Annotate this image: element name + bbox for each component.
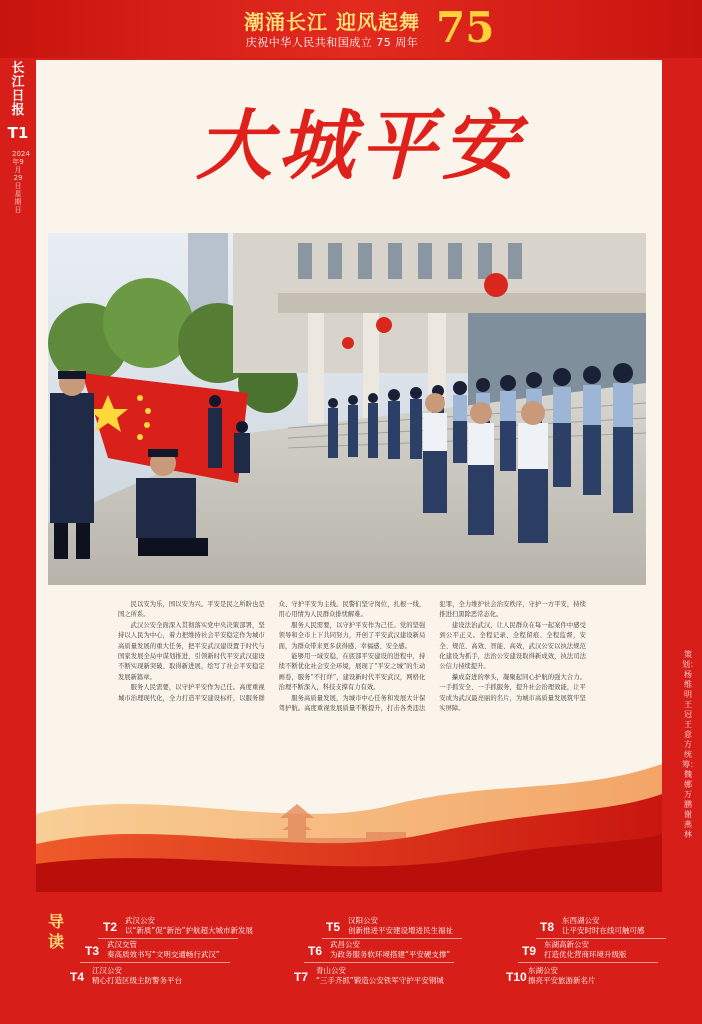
toc-section: 青山公安 [316, 966, 346, 975]
article-paragraph: 服务人民需要，以守护平安作为己任。高度重视城市治理现代化，全力打造平安建设标杆，以服务群众、守护平安为主线。民警们坚守岗位，扎根一线，用心用情为人民群众排忧解难。 [118, 601, 426, 702]
toc-item-t10[interactable] [506, 966, 676, 996]
toc-page-number: T10 [506, 970, 527, 984]
top-banner [0, 0, 702, 58]
toc-page-number: T5 [326, 920, 341, 934]
article-paragraph: 武汉公安全面深入贯彻落实党中央决策部署，坚持以人民为中心，着力把维持社会平安稳定作为城市高质量发展的重大任务，把平安武汉建设置于时代与国家发展全局中谋划推进，引领新时代平安武汉建设不断实现新突破、取得新进展，绘写了社会平安稳定发展新篇章。 [118, 621, 265, 681]
article-paragraph: 民以安为乐，国以安为兴。平安是民之所盼也是国之所系。 [118, 601, 265, 619]
toc-headline: 擦亮平安旅游新名片 [528, 976, 596, 985]
toc-divider [80, 962, 230, 963]
article-paragraph: 建设法治武汉，让人民群众在每一起案件中感受到公平正义。全程记录、全程留痕、全程监督，安全、规范、高效、智能、高效，武汉公安以执法规范化建设为抓手，法治公安建设取得新成效，执法司法公信力持续提升。 [439, 621, 586, 671]
toc-divider [518, 962, 658, 963]
toc-page-number: T6 [308, 944, 323, 958]
toc-divider [322, 938, 462, 939]
page-headline: 大城平安 [196, 101, 524, 190]
article-paragraph: 服务高质量发展，为城市中心任务和发展大计保驾护航。高度重视发展质量不断提升，打击各类违法犯罪，全力维护社会治安秩序，守护一方平安，持续推进扫黑除恶常态化。 [278, 601, 586, 713]
toc-section: 江汉公安 [92, 966, 122, 975]
wave-illustration [36, 744, 662, 892]
photo-illustration [48, 233, 646, 585]
banner-title: 潮涌长江 迎风起舞 [244, 10, 420, 34]
toc-section: 汉阳公安 [348, 916, 378, 925]
flag-ceremony-photo [48, 233, 646, 585]
guide-section [0, 898, 702, 1024]
toc-headline: 以“新质”促“新治”护航超大城市新发展 [125, 926, 254, 935]
article-paragraph: 攥成奋进的拳头，凝聚起同心护航的强大合力。一手抓安全、一手抓服务，提升社会治理效能，让平安成为武汉最亮丽的名片，为城市高质量发展筑牢坚实屏障。 [439, 673, 586, 713]
banner-subtitle: 庆祝中华人民共和国成立 75 周年 [245, 36, 419, 49]
toc-headline: 精心打造区级主防警务平台 [92, 976, 182, 985]
toc-item-t4[interactable] [70, 966, 240, 996]
toc-section: 东西湖公安 [562, 916, 600, 925]
article-paragraph: 能够用一域安稳，在底部平安建设的进程中，持续不断优化社会安全环境，展现了“平安之城”的生动画卷，服务“不打烊”，建设新时代平安武汉，网格化治理不断深入，科技支撑有力有效。 [278, 653, 426, 692]
toc-page-number: T2 [103, 920, 118, 934]
toc-page-number: T7 [294, 970, 309, 984]
guide-label: 导读 [47, 912, 64, 951]
toc-headline: 创新推进平安建设增进民生福祉 [348, 926, 453, 935]
toc-section: 武汉交管 [107, 940, 137, 949]
newspaper-masthead-logo: 长江日报 [11, 61, 25, 118]
toc-page-number: T8 [540, 920, 555, 934]
toc-headline: 打造优化营商环境升级版 [544, 950, 627, 959]
toc-section: 东湖公安 [528, 966, 558, 975]
toc-page-number: T9 [522, 944, 537, 958]
article-paragraph: 服务人民需要，以守护平安作为己任。党的坚强领导和全市上下共同努力，开创了平安武汉建设新局面，为群众带来更多获得感、幸福感、安全感。 [278, 621, 426, 650]
decorative-waves [36, 744, 662, 892]
toc-page-number: T3 [85, 944, 100, 958]
toc-divider [98, 938, 238, 939]
toc-divider [536, 938, 666, 939]
toc-headline: “三手齐抓”锻造公安铁军守护平安钢城 [316, 976, 444, 985]
edition-column [0, 58, 36, 898]
toc-section: 武昌公安 [330, 940, 360, 949]
toc-headline: 为政务服务软环境搭建“平安硬支撑” [330, 950, 451, 959]
credits: 策划：杨维明 王冠 王意方 统筹：魏娜 万鹏 谢燕林 [682, 650, 698, 839]
toc-headline: 让平安时时在线可触可感 [562, 926, 645, 935]
toc-divider [304, 962, 454, 963]
toc-section: 武汉公安 [125, 916, 155, 925]
toc-page-number: T4 [70, 970, 85, 984]
anniversary-number: 75 [436, 3, 495, 52]
issue-date: 2024年9月29日 星期日 [12, 150, 30, 214]
page-number: T1 [7, 124, 29, 142]
toc-headline: 奏高质效书写“文明交通畅行武汉” [107, 950, 220, 959]
toc-section: 东湖高新公安 [544, 940, 589, 949]
toc-item-t7[interactable] [294, 966, 469, 996]
